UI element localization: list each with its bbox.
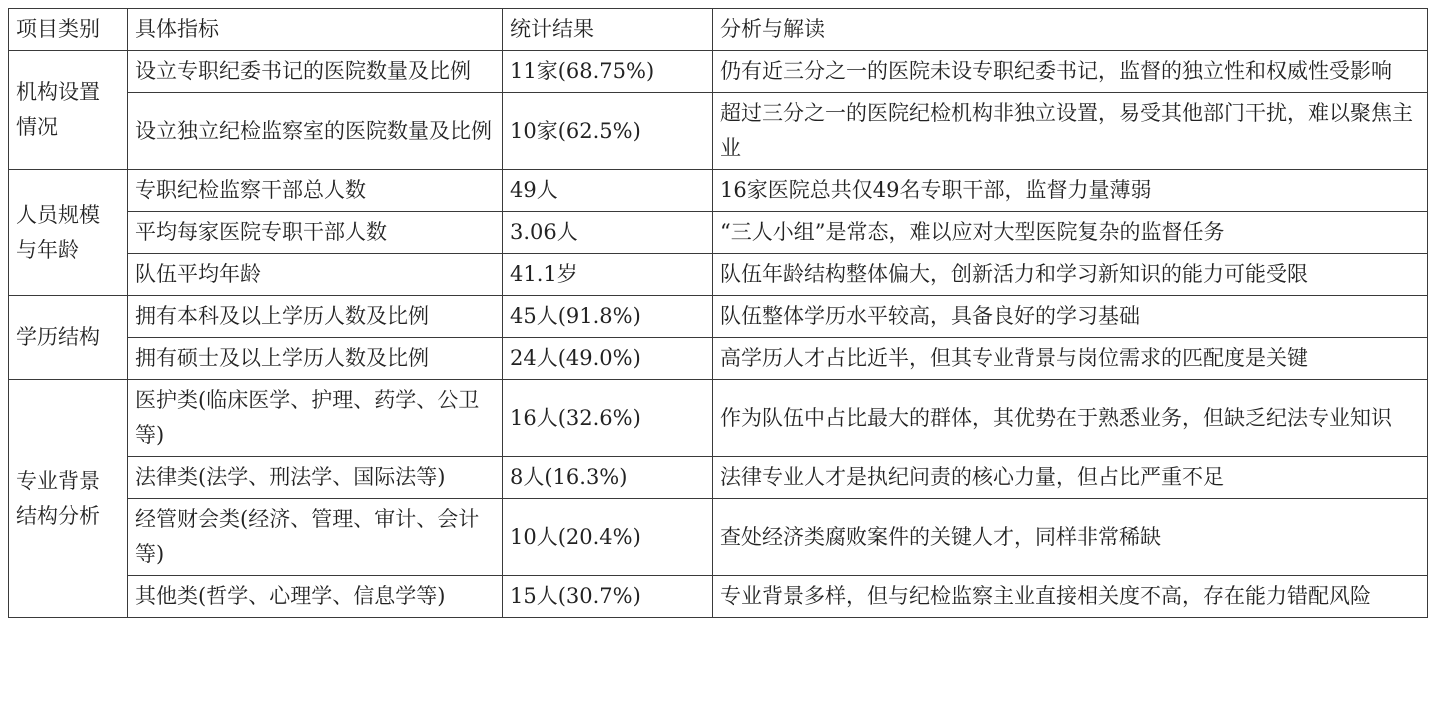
table-row: [9, 170, 1428, 212]
indicator-cell: 法律类(法学、刑法学、国际法等): [128, 457, 503, 499]
indicator-cell: 设立专职纪委书记的医院数量及比例: [128, 51, 503, 93]
category-cell: 人员规模与年龄: [9, 170, 128, 296]
analysis-cell: 专业背景多样，但与纪检监察主业直接相关度不高，存在能力错配风险: [713, 576, 1428, 618]
result-cell: 24人(49.0%): [503, 338, 713, 380]
result-cell: 49人: [503, 170, 713, 212]
header-category: 项目类别: [9, 9, 128, 51]
analysis-cell: 16家医院总共仅49名专职干部，监督力量薄弱: [713, 170, 1428, 212]
indicator-cell: 拥有硕士及以上学历人数及比例: [128, 338, 503, 380]
result-cell: 16人(32.6%): [503, 380, 713, 457]
table-row: [9, 576, 1428, 618]
table-row: [9, 457, 1428, 499]
indicator-cell: 平均每家医院专职干部人数: [128, 212, 503, 254]
header-row: [9, 9, 1428, 51]
table-row: [9, 212, 1428, 254]
analysis-cell: “三人小组”是常态，难以应对大型医院复杂的监督任务: [713, 212, 1428, 254]
table-row: [9, 254, 1428, 296]
result-cell: 45人(91.8%): [503, 296, 713, 338]
header-result: 统计结果: [503, 9, 713, 51]
result-cell: 3.06人: [503, 212, 713, 254]
analysis-cell: 法律专业人才是执纪问责的核心力量，但占比严重不足: [713, 457, 1428, 499]
table-row: [9, 93, 1428, 170]
indicator-cell: 其他类(哲学、心理学、信息学等): [128, 576, 503, 618]
analysis-cell: 作为队伍中占比最大的群体，其优势在于熟悉业务，但缺乏纪法专业知识: [713, 380, 1428, 457]
indicator-cell: 队伍平均年龄: [128, 254, 503, 296]
indicator-cell: 拥有本科及以上学历人数及比例: [128, 296, 503, 338]
analysis-cell: 超过三分之一的医院纪检机构非独立设置，易受其他部门干扰，难以聚焦主业: [713, 93, 1428, 170]
analysis-cell: 队伍年龄结构整体偏大，创新活力和学习新知识的能力可能受限: [713, 254, 1428, 296]
category-cell: 机构设置情况: [9, 51, 128, 170]
result-cell: 8人(16.3%): [503, 457, 713, 499]
analysis-cell: 高学历人才占比近半，但其专业背景与岗位需求的匹配度是关键: [713, 338, 1428, 380]
result-cell: 11家(68.75%): [503, 51, 713, 93]
analysis-cell: 队伍整体学历水平较高，具备良好的学习基础: [713, 296, 1428, 338]
statistics-table: [8, 8, 1428, 618]
analysis-cell: 仍有近三分之一的医院未设专职纪委书记，监督的独立性和权威性受影响: [713, 51, 1428, 93]
header-analysis: 分析与解读: [713, 9, 1428, 51]
indicator-cell: 医护类(临床医学、护理、药学、公卫等): [128, 380, 503, 457]
indicator-cell: 专职纪检监察干部总人数: [128, 170, 503, 212]
category-cell: 学历结构: [9, 296, 128, 380]
indicator-cell: 经管财会类(经济、管理、审计、会计等): [128, 499, 503, 576]
table-row: [9, 51, 1428, 93]
analysis-cell: 查处经济类腐败案件的关键人才，同样非常稀缺: [713, 499, 1428, 576]
table-row: [9, 296, 1428, 338]
result-cell: 10家(62.5%): [503, 93, 713, 170]
header-indicator: 具体指标: [128, 9, 503, 51]
result-cell: 15人(30.7%): [503, 576, 713, 618]
table-row: [9, 380, 1428, 457]
table-row: [9, 338, 1428, 380]
table-row: [9, 499, 1428, 576]
result-cell: 10人(20.4%): [503, 499, 713, 576]
category-cell: 专业背景结构分析: [9, 380, 128, 618]
indicator-cell: 设立独立纪检监察室的医院数量及比例: [128, 93, 503, 170]
result-cell: 41.1岁: [503, 254, 713, 296]
